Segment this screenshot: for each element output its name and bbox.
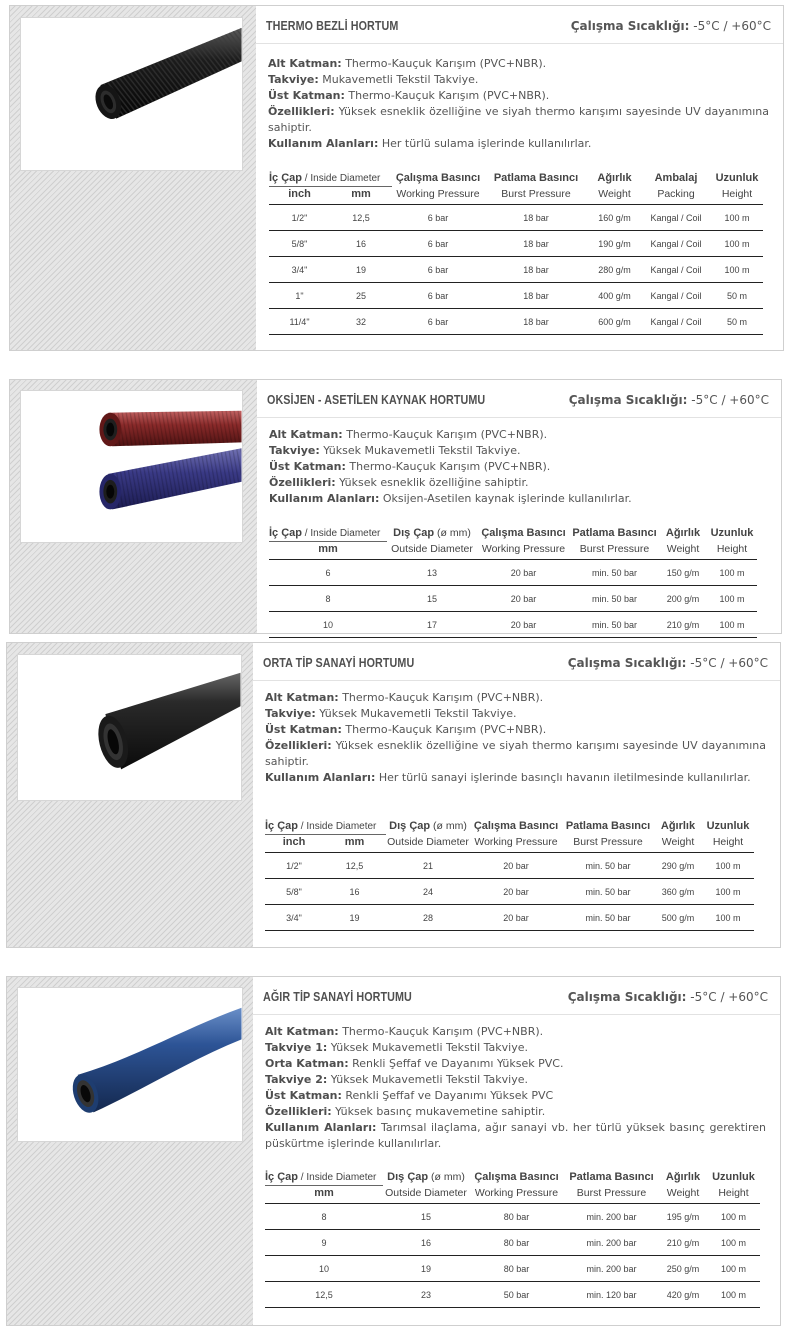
blue-smooth-hose-image [18,988,242,1141]
table-cell: 18 bar [484,283,588,309]
table-row [269,586,757,612]
table-cell: 210 g/m [659,612,707,638]
ust-katman-value: Renkli Şeffaf ve Dayanımı Yüksek PVC [345,1089,554,1102]
ozellikler-value: Yüksek esneklik özelliğine ve siyah thermo karışımı sayesinde UV dayanımına sahiptir. [268,105,769,134]
table-cell: 250 g/m [659,1256,707,1282]
table-cell: 8 [265,1204,383,1230]
table-cell: 18 bar [484,231,588,257]
table-cell: 20 bar [470,853,562,879]
black-smooth-hose-image [18,655,241,800]
working-temperature: Çalışma Sıcaklığı: -5°C / +60°C [567,656,768,670]
image-panel [7,643,253,947]
table-cell: 50 m [711,309,763,335]
takviye-1-value: Yüksek Mukavemetli Tekstil Takviye. [330,1041,528,1054]
table-row [265,1230,760,1256]
table-cell: 20 bar [477,560,570,586]
hose-photo [17,987,243,1142]
table-cell: 3/4" [269,257,330,283]
product-description: Alt Katman: Thermo-Kauçuk Karışım (PVC+NBR). Takviye 1: Yüksek Mukavemetli Tekstil Takviye. Orta Katman: Renkli Şeffaf ve Dayanımı Yüksek PVC. Takviye 2: Yüksek Mukavemetli Tekstil Takviye. Üst Katman: Renkli Şeffaf ve Dayanımı Yüksek PVC Özellikleri: Yüksek basınç mukavemetine sahiptir. Kullanım Alanları: Tarımsal ilaçlama, ağır sanayi vb. her türlü yüksek basınç gerektiren püskürtme işlerinde kullanılırlar. [265,1025,767,1150]
product-header [257,380,781,418]
table-cell: 100 m [702,879,754,905]
spec-table: İç Çap / Inside Diameter Dış Çap (ø mm) Çalışma Basıncı Patlama Basıncı Ağırlık Uzunluk inch mm Outside Diameter Working Pressure Burst Pressure Weight Height 1/2" 12,5 21 20 bar min. 50 bar 290 g/m 100 m 5/8" 16 24 20 bar min. 50 bar 360 g/m 100 m 3/4" 19 28 20 bar min. 50 bar 500 g/m 100 m [265,819,754,931]
table-cell: 100 m [702,853,754,879]
table-cell: 15 [387,586,477,612]
product-description: Alt Katman: Thermo-Kauçuk Karışım (PVC+NBR). Takviye: Yüksek Mukavemetli Tekstil Takviye. Üst Katman: Thermo-Kauçuk Karışım (PVC+NBR). Özellikleri: Yüksek esneklik özelliğine sahiptir. Kullanım Alanları: Oksijen-Asetilen kaynak işlerinde kullanılırlar. [269,428,632,505]
table-cell: 6 bar [392,231,484,257]
table-cell: 19 [323,905,386,931]
table-cell: 10 [265,1256,383,1282]
table-cell: 11/4" [269,309,330,335]
table-cell: 400 g/m [588,283,641,309]
table-row [269,283,763,309]
product-title: AĞIR TİP SANAYİ HORTUMU [263,990,412,1004]
table-cell: min. 50 bar [570,560,659,586]
ozellikler-value: Yüksek basınç mukavemetine sahiptir. [335,1105,546,1118]
table-cell: min. 50 bar [570,612,659,638]
table-cell: 100 m [707,612,757,638]
table-cell: 195 g/m [659,1204,707,1230]
alt-katman-value: Thermo-Kauçuk Karışım (PVC+NBR). [342,1025,544,1038]
product-title: ORTA TİP SANAYİ HORTUMU [263,656,415,670]
spec-table: İç Çap / Inside Diameter Çalışma Basıncı Patlama Basıncı Ağırlık Ambalaj Uzunluk inch mm Working Pressure Burst Pressure Weight Packing Height 1/2" 12,5 6 bar 18 bar 160 g/m Kangal / Coil 100 m 5/8" 16 6 bar 18 bar 190 g/m Kangal / Coil 100 m 3/4" 19 6 bar 18 bar 280 g/m Kangal / Coil 100 m 1" 25 6 bar 18 bar 400 g/m Kangal / Coil 50 m 11/4" 32 6 bar 18 bar 600 g/m Kangal / Coil 50 m [269,171,763,335]
black-ribbed-hose-image [21,18,242,170]
table-cell: 23 [383,1282,469,1308]
image-panel [7,977,253,1325]
table-cell: Kangal / Coil [641,283,711,309]
table-cell: 600 g/m [588,309,641,335]
product-header [253,977,780,1015]
table-row [269,309,763,335]
takviye-value: Yüksek Mukavemetli Tekstil Takviye. [319,707,517,720]
table-row [269,257,763,283]
table-cell: 12,5 [323,853,386,879]
detail-panel [253,977,780,1325]
table-row [265,1256,760,1282]
product-description: Alt Katman: Thermo-Kauçuk Karışım (PVC+NBR). Takviye: Mukavemetli Tekstil Takviye. Üst Katman: Thermo-Kauçuk Karışım (PVC+NBR). Özellikleri: Yüksek esneklik özelliğine ve siyah thermo karışımı sayesinde UV dayanımına sahiptir. Kullanım Alanları: Her türlü sulama işlerinde kullanılırlar. [268,57,769,150]
table-cell: min. 50 bar [562,853,654,879]
spec-table: İç Çap / Inside Diameter Dış Çap (ø mm) Çalışma Basıncı Patlama Basıncı Ağırlık Uzunluk mm Outside Diameter Working Pressure Burst Pressure Weight Height 6 13 20 bar min. 50 bar 150 g/m 100 m 8 15 20 bar min. 50 bar 200 g/m 100 m 10 17 20 bar min. 50 bar 210 g/m 100 m [269,526,757,638]
table-cell: 18 bar [484,309,588,335]
table-cell: 6 bar [392,309,484,335]
table-cell: 1/2" [265,853,323,879]
table-cell: 25 [330,283,392,309]
table-cell: 20 bar [477,612,570,638]
table-cell: 6 bar [392,257,484,283]
table-row [265,1204,760,1230]
table-cell: 32 [330,309,392,335]
table-cell: min. 200 bar [564,1204,659,1230]
product-header [256,6,783,44]
table-cell: 100 m [707,1282,760,1308]
table-cell: 1" [269,283,330,309]
image-panel [10,6,256,350]
table-cell: 18 bar [484,205,588,231]
table-row [265,879,754,905]
image-panel [10,380,257,633]
table-cell: 100 m [711,257,763,283]
product-card-thermo-bezli [9,5,784,351]
table-cell: 210 g/m [659,1230,707,1256]
ust-katman-value: Thermo-Kauçuk Karışım (PVC+NBR). [349,460,551,473]
table-cell: 1/2" [269,205,330,231]
table-cell: min. 50 bar [570,586,659,612]
table-cell: 6 bar [392,205,484,231]
table-cell: min. 50 bar [562,905,654,931]
table-cell: 150 g/m [659,560,707,586]
table-row [269,612,757,638]
table-cell: 50 m [711,283,763,309]
table-cell: 80 bar [469,1204,564,1230]
table-cell: 420 g/m [659,1282,707,1308]
table-cell: 100 m [707,1204,760,1230]
spec-table: İç Çap / Inside Diameter Dış Çap (ø mm) Çalışma Basıncı Patlama Basıncı Ağırlık Uzunluk mm Outside Diameter Working Pressure Burst Pressure Weight Height 8 15 80 bar min. 200 bar 195 g/m 100 m 9 16 80 bar min. 200 bar 210 g/m 100 m 10 19 80 bar min. 200 bar 250 g/m 100 m 12,5 23 50 bar min. 120 bar 420 g/m 100 m [265,1170,760,1308]
table-cell: 10 [269,612,387,638]
table-cell: 12,5 [330,205,392,231]
table-cell: 16 [330,231,392,257]
table-cell: 50 bar [469,1282,564,1308]
detail-panel [256,6,783,350]
table-cell: 9 [265,1230,383,1256]
table-cell: 5/8" [265,879,323,905]
product-title: THERMO BEZLİ HORTUM [266,19,399,33]
table-cell: 24 [386,879,470,905]
table-cell: 280 g/m [588,257,641,283]
table-cell: 28 [386,905,470,931]
table-cell: 12,5 [265,1282,383,1308]
product-description: Alt Katman: Thermo-Kauçuk Karışım (PVC+NBR). Takviye: Yüksek Mukavemetli Tekstil Takviye. Üst Katman: Thermo-Kauçuk Karışım (PVC+NBR). Özellikleri: Yüksek esneklik özelliğine ve siyah thermo karışımı sayesinde UV dayanımına sahiptir. Kullanım Alanları: Her türlü sanayi işlerinde basınçlı havanın iletilmesinde kullanılırlar. [265,691,766,784]
table-cell: 80 bar [469,1230,564,1256]
table-cell: 16 [383,1230,469,1256]
kullanim-value: Her türlü sanayi işlerinde basınçlı havanın iletilmesinde kullanılırlar. [378,771,751,784]
table-cell: 20 bar [477,586,570,612]
table-cell: 200 g/m [659,586,707,612]
detail-panel [253,643,780,947]
table-cell: 100 m [711,205,763,231]
ozellikler-value: Yüksek esneklik özelliğine sahiptir. [339,476,529,489]
table-cell: 20 bar [470,905,562,931]
orta-katman-value: Renkli Şeffaf ve Dayanımı Yüksek PVC. [352,1057,564,1070]
table-cell: 190 g/m [588,231,641,257]
table-cell: 100 m [711,231,763,257]
table-cell: 100 m [707,1256,760,1282]
hose-photo [20,17,243,171]
table-cell: 19 [330,257,392,283]
hose-photo [20,390,243,543]
table-cell: 100 m [707,560,757,586]
table-cell: min. 200 bar [564,1256,659,1282]
table-cell: 360 g/m [654,879,702,905]
table-row [265,1282,760,1308]
table-cell: 160 g/m [588,205,641,231]
ust-katman-value: Thermo-Kauçuk Karışım (PVC+NBR). [348,89,550,102]
table-cell: 290 g/m [654,853,702,879]
working-temperature: Çalışma Sıcaklığı: -5°C / +60°C [570,19,771,33]
table-row [269,560,757,586]
table-cell: Kangal / Coil [641,257,711,283]
alt-katman-value: Thermo-Kauçuk Karışım (PVC+NBR). [345,57,547,70]
table-cell: 8 [269,586,387,612]
table-cell: Kangal / Coil [641,309,711,335]
working-temperature: Çalışma Sıcaklığı: -5°C / +60°C [567,990,768,1004]
table-cell: 6 [269,560,387,586]
table-cell: 17 [387,612,477,638]
table-cell: 3/4" [265,905,323,931]
takviye-2-value: Yüksek Mukavemetli Tekstil Takviye. [330,1073,528,1086]
table-row [269,205,763,231]
table-cell: Kangal / Coil [641,231,711,257]
ust-katman-value: Thermo-Kauçuk Karışım (PVC+NBR). [345,723,547,736]
table-cell: 15 [383,1204,469,1230]
product-card-oksijen-asetilen [9,379,782,634]
detail-panel [257,380,781,633]
takviye-value: Yüksek Mukavemetli Tekstil Takviye. [323,444,521,457]
takviye-value: Mukavemetli Tekstil Takviye. [322,73,479,86]
table-cell: 6 bar [392,283,484,309]
table-row [269,231,763,257]
table-cell: 100 m [707,586,757,612]
table-cell: Kangal / Coil [641,205,711,231]
table-cell: min. 120 bar [564,1282,659,1308]
table-cell: 18 bar [484,257,588,283]
working-temperature: Çalışma Sıcaklığı: -5°C / +60°C [568,393,769,407]
alt-katman-value: Thermo-Kauçuk Karışım (PVC+NBR). [342,691,544,704]
table-row [265,905,754,931]
table-cell: 100 m [707,1230,760,1256]
table-cell: 21 [386,853,470,879]
product-header [253,643,780,681]
red-blue-twin-hose-image [21,391,242,542]
table-cell: min. 50 bar [562,879,654,905]
table-row [265,853,754,879]
table-cell: 80 bar [469,1256,564,1282]
table-cell: 500 g/m [654,905,702,931]
table-cell: 13 [387,560,477,586]
product-card-agir-tip-sanayi [6,976,781,1326]
ozellikler-value: Yüksek esneklik özelliğine ve siyah thermo karışımı sayesinde UV dayanımına sahiptir. [265,739,766,768]
table-cell: 19 [383,1256,469,1282]
table-cell: min. 200 bar [564,1230,659,1256]
product-title: OKSİJEN - ASETİLEN KAYNAK HORTUMU [267,393,486,407]
table-cell: 16 [323,879,386,905]
kullanim-value: Her türlü sulama işlerinde kullanılırlar. [381,137,592,150]
table-cell: 5/8" [269,231,330,257]
table-cell: 20 bar [470,879,562,905]
kullanim-value: Tarımsal ilaçlama, ağır sanayi vb. her türlü yüksek basınç gerektiren püskürtme işlerinde kullanılırlar. [265,1121,767,1150]
table-cell: 100 m [702,905,754,931]
product-card-orta-tip-sanayi [6,642,781,948]
kullanim-value: Oksijen-Asetilen kaynak işlerinde kullanılırlar. [382,492,632,505]
hose-photo [17,654,242,801]
alt-katman-value: Thermo-Kauçuk Karışım (PVC+NBR). [346,428,548,441]
